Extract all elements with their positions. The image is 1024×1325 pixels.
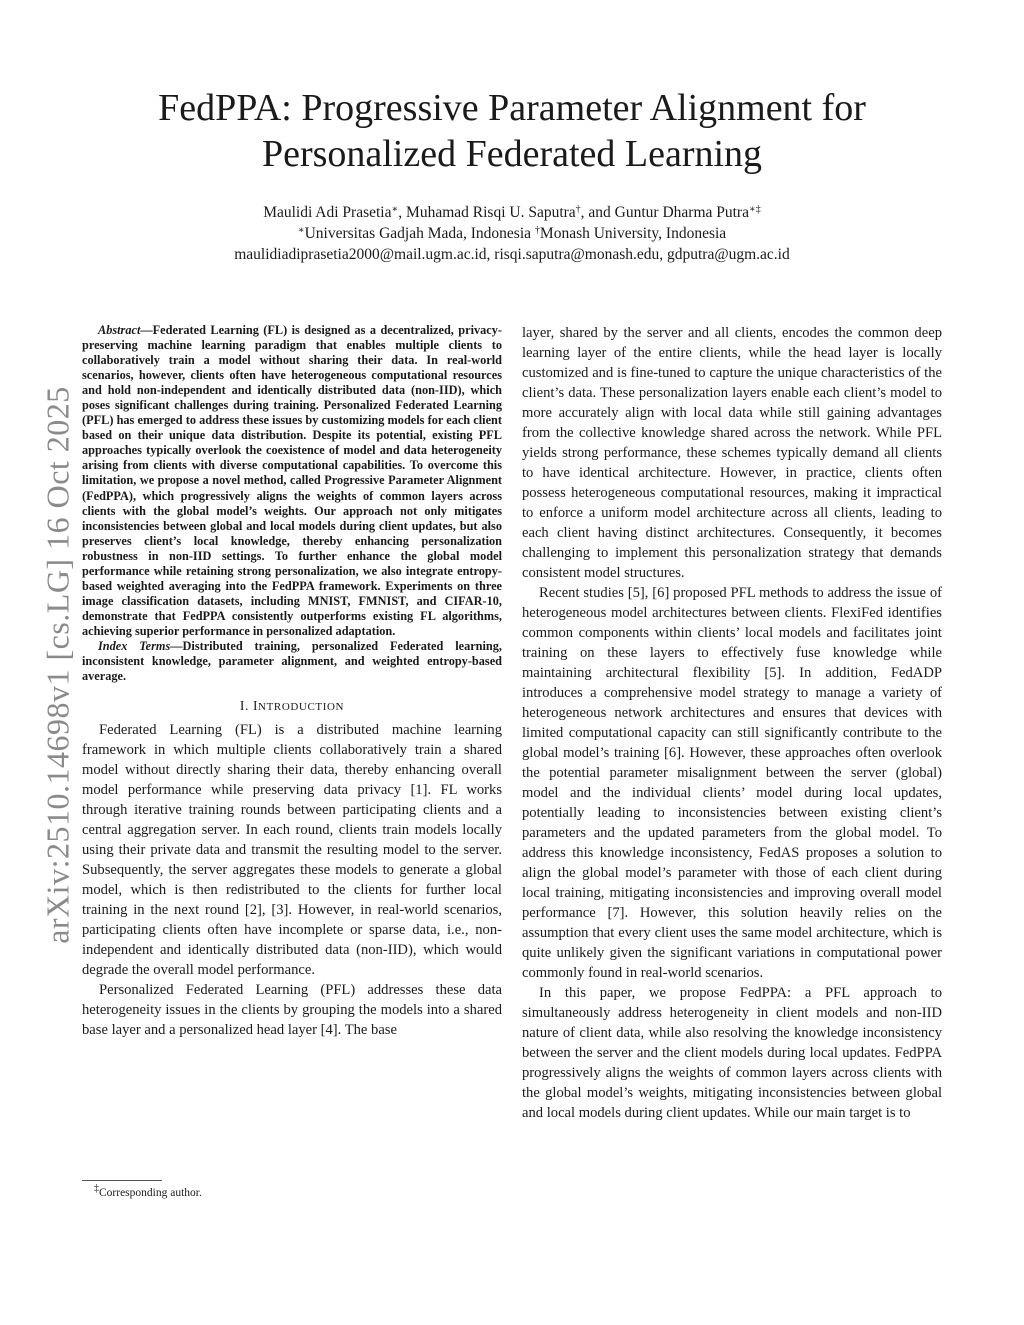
affiliation-1: Universitas Gadjah Mada, Indonesia (304, 225, 535, 242)
abstract (82, 323, 502, 684)
index-terms-label: Index Terms (98, 638, 171, 653)
affiliation-1-mark: ∗ (297, 225, 305, 236)
footnote-text: Corresponding author. (99, 1187, 202, 1199)
introduction-right-text (522, 323, 942, 1123)
section-number: I. (239, 698, 253, 714)
index-terms (82, 639, 502, 684)
index-terms-text: —Distributed training, personalized Federated learning, inconsistent knowledge, parameter alignment, and weighted entropy-based average. (82, 638, 502, 684)
section-title-rest: NTRODUCTION (258, 701, 345, 714)
author-emails: maulidiadiprasetia2000@mail.ugm.ac.id, risqi.saputra@monash.edu, gdputra@ugm.ac.id (234, 246, 790, 263)
intro-paragraph-4: In this paper, we propose FedPPA: a PFL approach to simultaneously address heterogeneity in client models and non-IID nature of client data, while also resolving the knowledge inconsistency between the server and the client models during local updates. FedPPA progressively aligns the weights of common layers across clients with the global model’s weights, mitigating inconsistencies between global and local models during client updates. While our main target is to (522, 985, 942, 1121)
right-column (522, 323, 942, 1123)
footnote-mark: ‡ (94, 1183, 99, 1194)
footnote-divider (82, 1180, 162, 1181)
abstract-paragraph (82, 323, 502, 639)
affiliations (80, 223, 944, 244)
author-1-mark: ∗ (391, 204, 399, 215)
author-1: Maulidi Adi Prasetia (263, 204, 392, 221)
author-3-mark: ∗‡ (748, 204, 761, 215)
intro-paragraph-2: Personalized Federated Learning (PFL) addresses these data heterogeneity issues in the clients by grouping the models into a shared base layer and a personalized head layer [4]. The base (82, 982, 502, 1039)
title-line-2: Personalized Federated Learning (261, 133, 763, 175)
paper-title (80, 85, 944, 177)
author-names (80, 202, 944, 223)
left-column (82, 323, 502, 1040)
intro-paragraph-1: Federated Learning (FL) is a distributed machine learning framework in which multiple clients collaboratively train a shared model without directly sharing their data, thereby enhancing overall model performance while preserving data privacy [1]. FL works through iterative training rounds between participating clients and a central aggregation server. In each round, clients train models locally using their private data and transmit the resulting model to the server. Subsequently, the server aggregates these models to generate a global model, which is then redistributed to the clients for further local training in the next round [2], [3]. However, in real-world scenarios, participating clients often have incomplete or sparse data, i.e., non-independent and identically distributed data (non-IID), which would degrade the overall model performance. (82, 722, 502, 979)
section-heading-introduction (82, 698, 502, 714)
author-2: , Muhamad Risqi U. Saputra (398, 204, 576, 221)
title-line-1: FedPPA: Progressive Parameter Alignment for (158, 87, 866, 129)
author-block (80, 202, 944, 265)
author-2-mark: † (575, 204, 581, 215)
affiliation-2: Monash University, Indonesia (539, 225, 727, 242)
affiliation-2-mark: † (534, 225, 540, 236)
intro-paragraph-3: Recent studies [5], [6] proposed PFL methods to address the issue of heterogeneous model architectures between clients. FlexiFed identifies common components within clients’ local models and facilitates joint training on these layers to effectively fuse knowledge while maintaining architectural flexibility [5]. In addition, FedADP introduces a comprehensive model strategy to manage a variety of heterogeneous network architectures and ensures that devices with limited computational capacity can still significantly contribute to the global model’s training [6]. However, these approaches often overlook the potential parameter misalignment between the server (global) model and the individual clients’ model during local updates, potentially leading to inconsistencies between existing client’s parameters and the updated parameters from the global model. To address this knowledge inconsistency, FedAS proposes a solution to align the global model’s parameter with those of each client during local training, mitigating inconsistencies and improving overall model performance [7]. However, this solution heavily relies on the assumption that every client uses the same model architecture, which is quite unlikely given the significant variations in computational power commonly found in real-world scenarios. (522, 585, 942, 981)
author-3: , and Guntur Dharma Putra (580, 204, 749, 221)
section-title-initial: I (252, 698, 259, 714)
intro-paragraph-2-continued: layer, shared by the server and all clients, encodes the common deep learning layer of the entire clients, while the head layer is locally customized and is fine-tuned to capture the unique characteristics of the client’s data. These personalization layers enable each client’s model to more accurately align with local data while still gaining advantages from the collective knowledge shared across the network. While PFL yields strong performance, these schemes typically demand all clients to have identical architecture. However, in practice, clients often possess heterogeneous computational resources, making it impractical to enforce a uniform model architecture across all clients, leading to each client having distinct architectures. Consequently, it becomes challenging to implement this personalization strategy that demands consistent model structures. (522, 325, 942, 581)
abstract-label: Abstract (98, 323, 141, 337)
arxiv-identifier-stamp: arXiv:2510.14698v1 [cs.LG] 16 Oct 2025 (39, 386, 76, 944)
footnote (94, 1183, 202, 1199)
abstract-text: —Federated Learning (FL) is designed as a decentralized, privacy-preserving machine learning paradigm that enables multiple clients to collaboratively train a model without sharing their data. In real-world scenarios, however, clients often have heterogeneous computational resources and hold non-independent and identically distributed data (non-IID), which poses significant challenges during training. Personalized Federated Learning (PFL) has emerged to address these issues by customizing models for each client based on their unique data distribution. Despite its potential, existing PFL approaches typically overlook the coexistence of model and data heterogeneity arising from clients with diverse computational capabilities. To overcome this limitation, we propose a novel method, called Progressive Parameter Alignment (FedPPA), which progressively aligns the weights of common layers across clients with the global model’s weights. Our approach not only mitigates inconsistencies between global and local models during client updates, but also preserves client’s local knowledge, thereby enhancing personalization robustness in non-IID settings. To further enhance the global model performance while retaining strong personalization, we also integrate entropy-based weighted averaging into the FedPPA framework. Experiments on three image classification datasets, including MNIST, FMNIST, and CIFAR-10, demonstrate that FedPPA consistently outperforms existing FL algorithms, achieving superior performance in personalized adaptation. (82, 323, 502, 638)
introduction-left-text (82, 720, 502, 1040)
